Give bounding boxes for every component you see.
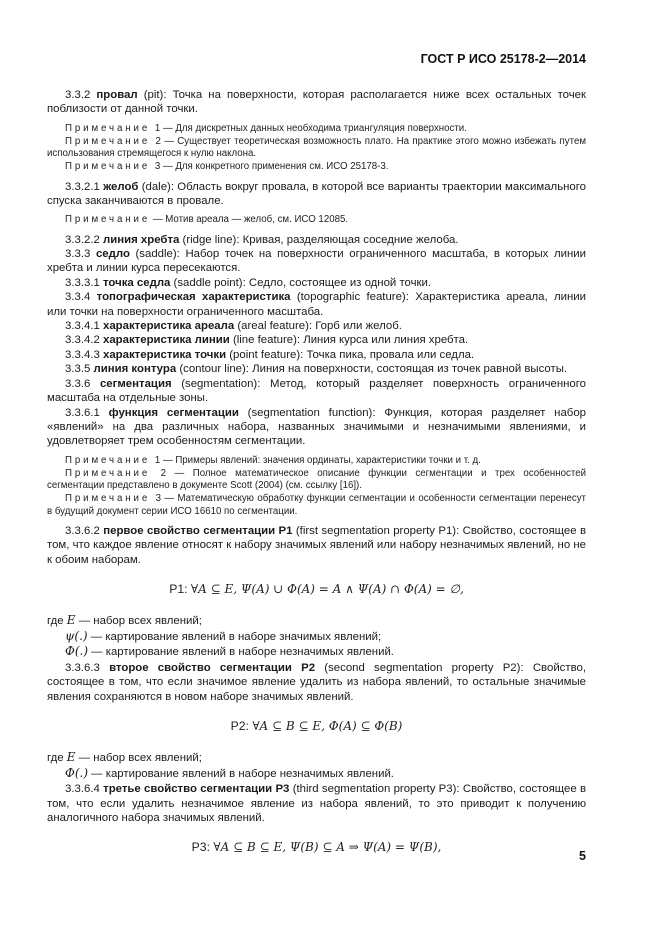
note-label: Примечание (65, 467, 151, 479)
note-label: Примечание (65, 454, 151, 466)
definition-paragraph (47, 377, 586, 406)
definition-text: (areal feature): Горб или желоб. (234, 320, 402, 333)
definition-text: (saddle point): Седло, состоящее из одной точки. (170, 276, 432, 289)
definition-paragraph (47, 333, 586, 347)
note-text: — Существует теоретическая возможность плато. На практике этого можно избежать путем использования стремящегося к нулю наклона. (47, 136, 586, 160)
formula (47, 719, 586, 734)
clause-number: 3.3.4 (65, 291, 97, 304)
definition-paragraph (47, 782, 586, 825)
where-clause (47, 613, 586, 660)
definition-paragraph (47, 180, 586, 209)
definition-text: (segmentation): Метод, который разделяет поверхность ограниченного масштаба на отдельные зоны. (47, 377, 587, 405)
term-bold: характеристика ареала (103, 320, 235, 333)
where-lead: где (47, 614, 67, 627)
definition-paragraph (47, 406, 586, 449)
term-bold: точка седла (103, 276, 171, 289)
clause-number: 3.3.6.1 (65, 406, 109, 419)
note-number: 2 (152, 467, 167, 479)
where-text: — картирование явлений в наборе незначимых явлений. (88, 767, 394, 780)
term-bold: сегментация (99, 377, 172, 390)
clause-number: 3.3.2.2 (65, 233, 103, 246)
formula-label: P2: (230, 718, 253, 733)
term-bold: топографическая характеристика (96, 291, 291, 304)
formula-math: ∀A ⊆ E, Ψ(A) ∪ Φ(A) = A ∧ Ψ(A) ∩ Φ(A) = ∅, (190, 581, 464, 596)
where-text: — набор всех явлений; (75, 751, 202, 764)
where-line (47, 750, 586, 766)
definition-paragraph (47, 362, 586, 376)
clause-number: 3.3.2.1 (65, 180, 104, 193)
where-line (47, 629, 586, 645)
definition-text: (first segmentation property P1): Свойство, состоящее в том, что каждое явление относят к набору значимых явлений или набору незначимых явлений, но не к обоим наборам. (47, 524, 587, 566)
note-text: — Примеры явлений: значения ординаты, характеристики точки и т. д. (160, 454, 481, 466)
page-number: 5 (579, 849, 586, 863)
term-bold: функция сегментации (108, 406, 239, 419)
term-bold: седло (95, 248, 130, 261)
where-text: — картирование явлений в наборе незначимых явлений. (88, 646, 394, 659)
where-lead: где (47, 751, 67, 764)
definition-paragraph (47, 276, 586, 290)
clause-number: 3.3.4.3 (65, 348, 103, 361)
definition-text: (dale): Область вокруг провала, в которой все варианты траектории максимального спуска заканчиваются в провале. (47, 180, 586, 208)
note-paragraph (47, 123, 586, 135)
note-paragraph (47, 161, 586, 173)
note-label: Примечание (65, 122, 151, 134)
definition-text: (ridge line): Кривая, разделяющая соседние желоба. (179, 233, 459, 246)
note-number: 2 (152, 136, 161, 148)
term-bold: линия контура (93, 363, 177, 376)
term-bold: характеристика точки (103, 348, 227, 361)
definition-paragraph (47, 233, 586, 247)
definition-text: (pit): Точка на поверхности, которая располагается ниже всех остальных точек поблизости от данной точки. (47, 89, 586, 116)
clause-number: 3.3.6.3 (65, 661, 110, 674)
definition-paragraph (47, 319, 586, 333)
definition-paragraph (47, 247, 586, 276)
definition-paragraph (47, 348, 586, 362)
note-label: Примечание (65, 214, 151, 226)
term-bold: линия хребта (103, 233, 180, 246)
definition-paragraph (47, 661, 586, 704)
note-paragraph (47, 136, 586, 160)
note-text: — Полное математическое описание функции сегментации и трех особенностей сегментации представлено в документе Scott (2004) (см. ссылку [16]). (47, 467, 586, 492)
definition-text: (topographic feature): Характеристика ареала, линии или точки на поверхности ограниченного масштаба. (47, 291, 587, 318)
note-number: 3 (152, 161, 161, 173)
note-label: Примечание (65, 493, 151, 505)
term-bold: первое свойство сегментации P1 (103, 524, 293, 537)
formula (47, 840, 586, 855)
math-symbol: Φ(.) (65, 765, 89, 780)
definition-paragraph (47, 290, 586, 319)
where-line (47, 613, 586, 629)
formula-label: P3: (191, 840, 214, 855)
note-text: — Для дискретных данных необходима триангуляция поверхности. (160, 122, 467, 134)
note-text: — Мотив ареала — желоб, см. ИСО 12085. (150, 214, 349, 226)
definition-text: (saddle): Набор точек на поверхности ограниченного масштаба, в которых линии хребта и линии курса пересекаются. (47, 248, 587, 275)
where-text: — картирование явлений в наборе значимых явлений; (87, 630, 382, 643)
definition-text: (second segmentation property P2): Свойство, состоящее в том, что если значимое явление удалить из набора явлений, то остальные значимые явления сохраняются в новом наборе значимых явлений. (47, 661, 587, 703)
term-bold: желоб (103, 180, 139, 193)
definition-text: (contour line): Линия на поверхности, состоящая из точек равной высоты. (176, 363, 568, 376)
note-paragraph (47, 214, 586, 226)
note-number: 1 (152, 454, 161, 466)
term-bold: третье свойство сегментации P3 (103, 783, 290, 796)
clause-number: 3.3.3 (65, 248, 96, 261)
math-symbol: ψ(.) (65, 628, 88, 643)
formula-math: ∀A ⊆ B ⊆ E, Φ(A) ⊆ Φ(B) (252, 718, 403, 733)
definition-paragraph (47, 524, 586, 567)
definition-paragraph (47, 88, 586, 117)
math-symbol: E (66, 612, 76, 627)
clause-number: 3.3.6.2 (65, 524, 104, 537)
note-text: — Для конкретного применения см. ИСО 25178-3. (160, 161, 389, 173)
clause-number: 3.3.5 (65, 363, 94, 376)
content (47, 88, 586, 855)
clause-number: 3.3.6.4 (65, 783, 104, 796)
clause-number: 3.3.6 (65, 377, 100, 390)
clause-number: 3.3.4.1 (65, 320, 103, 333)
term-bold: характеристика линии (103, 334, 230, 347)
definition-text: (third segmentation property P3): Свойство, состоящее в том, что если удалить незначимое явление из набора явлений, то это приводит к получению аналогичного набора значимых явлений. (47, 783, 587, 824)
note-paragraph (47, 493, 586, 517)
clause-number: 3.3.4.2 (65, 334, 103, 347)
term-bold: второе свойство сегментации P2 (109, 661, 316, 674)
formula-math: ∀A ⊆ B ⊆ E, Ψ(B) ⊆ A ⇒ Ψ(A) = Ψ(B), (213, 840, 442, 855)
clause-number: 3.3.3.1 (65, 276, 103, 289)
note-label: Примечание (65, 161, 151, 173)
note-number: 3 (152, 493, 161, 505)
definition-text: (point feature): Точка пика, провала или седла. (226, 348, 475, 361)
where-line (47, 644, 586, 660)
note-number: 1 (152, 122, 161, 134)
formula (47, 582, 586, 597)
where-clause (47, 750, 586, 781)
note-text: — Математическую обработку функции сегментации и особенности сегментации перенесут в будущий документ серии ИСО 16610 по сегментации. (47, 493, 586, 517)
math-symbol: Φ(.) (65, 644, 89, 659)
term-bold: провал (96, 89, 138, 101)
note-paragraph (47, 455, 586, 467)
note-label: Примечание (65, 136, 151, 148)
definition-text: (segmentation function): Функция, которая разделяет набор «явлений» на два различных набора, названных значимыми и незначимыми явлениями, и удовлетворяет трем особенностям сегментации. (47, 406, 586, 448)
document-code: ГОСТ Р ИСО 25178-2—2014 (420, 52, 586, 66)
clause-number: 3.3.2 (65, 89, 97, 101)
where-text: — набор всех явлений; (75, 614, 202, 627)
definition-text: (line feature): Линия курса или линия хребта. (229, 334, 469, 347)
formula-label: P1: (169, 581, 191, 596)
note-paragraph (47, 468, 586, 492)
where-line (47, 766, 586, 782)
math-symbol: E (66, 749, 76, 764)
